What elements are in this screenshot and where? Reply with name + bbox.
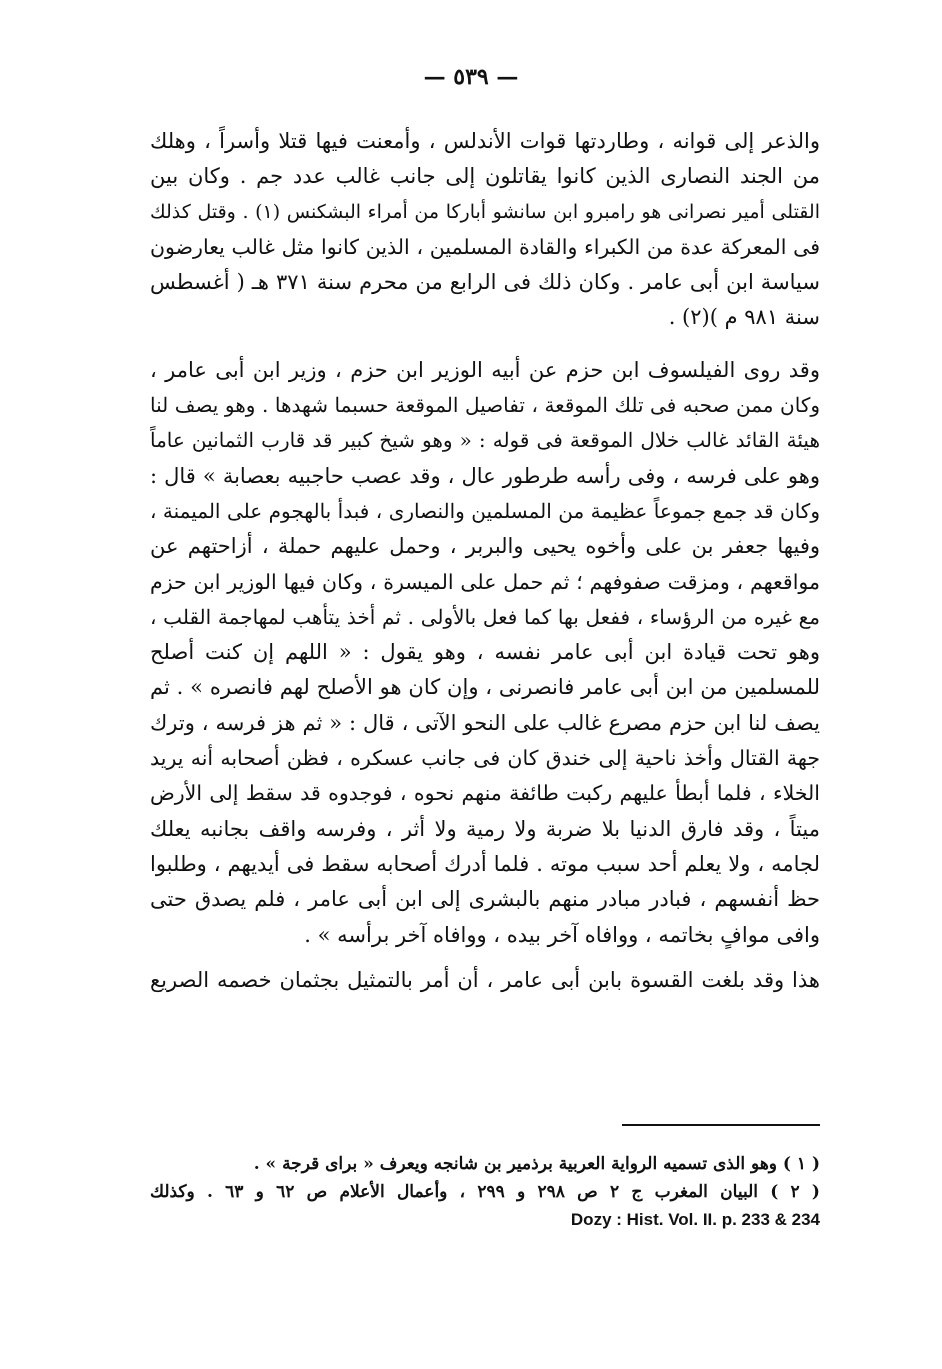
text-line: وفيها جعفر بن على وأخوه يحيى والبربر ، وحمل عليهم حملة ، أزاحتهم عن bbox=[150, 534, 820, 559]
text-line: حظ أنفسهم ، فبادر مبادر منهم بالبشرى إلى ابن أبى عامر ، فلم يصدق حتى bbox=[150, 887, 820, 912]
text-line: ميتاً ، وقد فارق الدنيا بلا ضربة ولا رمية ولا أثر ، وفرسه واقف بجانبه يعلك bbox=[150, 816, 820, 841]
text-line: وهو على فرسه ، وفى رأسه طرطور عال ، وقد عصب حاجبيه بعصابة » قال : bbox=[150, 463, 820, 488]
text-line: القتلى أمير نصرانى هو رامبرو ابن سانشو أباركا من أمراء البشكنس (١) . وقتل كذلك bbox=[150, 200, 820, 223]
text-line: سنة ٩٨١ م )(٢) . bbox=[668, 305, 820, 330]
footnote-2-reference: Dozy : Hist. Vol. II. p. 233 & 234 bbox=[570, 1210, 820, 1229]
text-line: وكان ممن صحبه فى تلك الموقعة ، تفاصيل الموقعة حسبما شهدها . وهو يصف لنا bbox=[150, 393, 820, 418]
text-line: فى المعركة عدة من الكبراء والقادة المسلمين ، الذين كانوا مثل غالب يعارضون bbox=[150, 234, 820, 259]
text-line: هيئة القائد غالب خلال الموقعة فى قوله : « وهو شيخ كبير قد قارب الثمانين عاماً bbox=[150, 428, 820, 453]
text-line: يصف لنا ابن حزم مصرع غالب على النحو الآتى ، قال : « ثم هز فرسه ، وترك bbox=[150, 710, 820, 735]
text-line: مع غيره من الرؤساء ، ففعل بها كما فعل بالأولى . ثم أخذ يتأهب لمهاجمة القلب ، bbox=[150, 604, 820, 629]
footnotes bbox=[150, 1150, 820, 1234]
text-line: الخلاء ، فلما أبطأ عليهم ركبت طائفة منهم نحوه ، فوجدوه قد سقط إلى الأرض bbox=[150, 781, 820, 806]
footnote-2: ( ٢ ) البيان المغرب ج ٢ ص ٢٩٨ و ٢٩٩ ، وأعمال الأعلام ص ٦٢ و ٦٣ . وكذلك bbox=[150, 1182, 820, 1202]
text-line: مواقعهم ، ومزقت صفوفهم ؛ ثم حمل على الميسرة ، وكان فيها الوزير ابن حزم bbox=[150, 569, 820, 594]
text-line: من الجند النصارى الذين كانوا يقاتلون إلى جانب غالب عدد جم . وكان بين bbox=[150, 164, 820, 189]
text-line: وكان قد جمع جموعاً عظيمة من المسلمين والنصارى ، فبدأ بالهجوم على الميمنة ، bbox=[150, 498, 820, 523]
text-line: سياسة ابن أبى عامر . وكان ذلك فى الرابع من محرم سنة ٣٧١ هـ ( أغسطس bbox=[150, 270, 820, 295]
text-line: وافى موافٍ بخاتمه ، ووافاه آخر بيده ، ووافاه آخر برأسه » . bbox=[304, 922, 820, 947]
text-line: للمسلمين من ابن أبى عامر فانصرنى ، وإن كان هو الأصلح لهم فانصره » . ثم bbox=[150, 675, 820, 700]
footnote-1: ( ١ ) وهو الذى تسميه الرواية العربية برذمير بن شانجه ويعرف « براى قرجة » . bbox=[253, 1154, 820, 1174]
text-line: وهو تحت قيادة ابن أبى عامر نفسه ، وهو يقول : « اللهم إن كنت أصلح bbox=[150, 640, 820, 665]
page-number: — ٥٣٩ — bbox=[423, 64, 519, 90]
text-line: جهة القتال وأخذ ناحية إلى خندق كان فى جانب عسكره ، فظن أصحابه أنه يريد bbox=[150, 746, 820, 771]
text-line: هذا وقد بلغت القسوة بابن أبى عامر ، أن أمر بالتمثيل بجثمان خصمه الصريع bbox=[150, 967, 820, 992]
text-line: وقد روى الفيلسوف ابن حزم عن أبيه الوزير ابن حزم ، وزير ابن أبى عامر ، bbox=[150, 357, 820, 382]
footnote-divider bbox=[622, 1124, 820, 1126]
main-text bbox=[150, 124, 820, 998]
text-line: لجامه ، ولا يعلم أحد سبب موته . فلما أدرك أصحابه سقط فى أيديهم ، وطلبوا bbox=[150, 851, 820, 876]
text-line: والذعر إلى قوانه ، وطاردتها قوات الأندلس ، وأمعنت فيها قتلا وأسراً ، وهلك bbox=[150, 129, 820, 153]
